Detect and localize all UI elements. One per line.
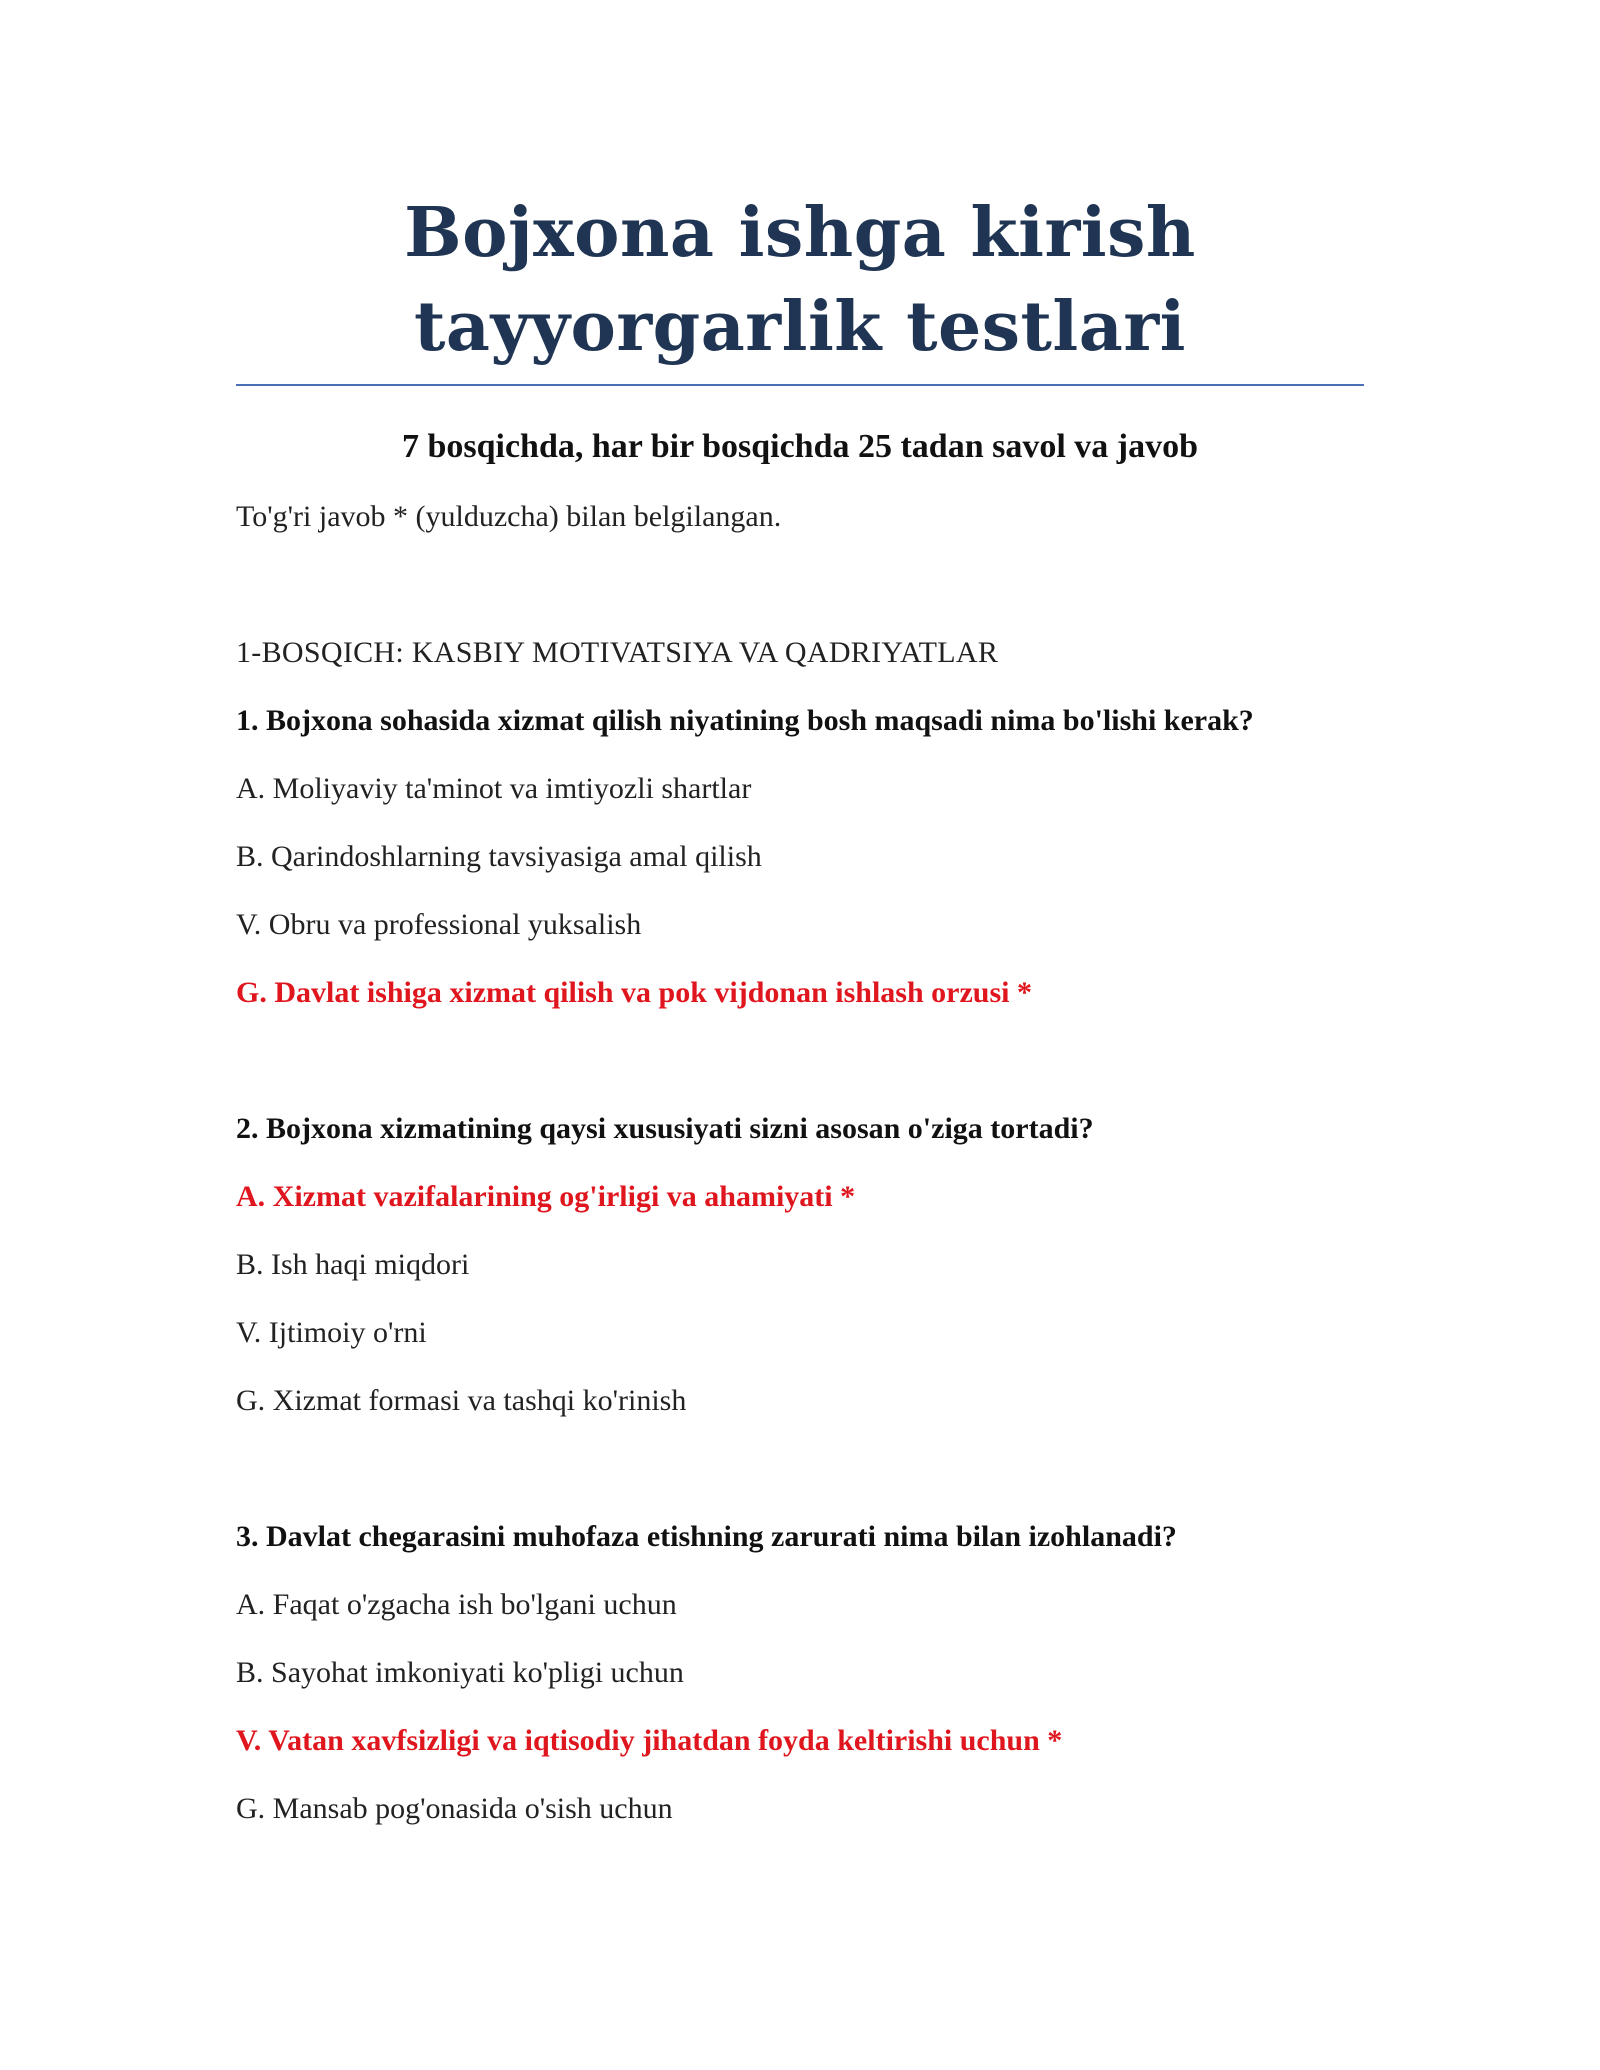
- question-3: 3. Davlat chegarasini muhofaza etishning zarurati nima bilan izohlanadi?: [236, 1520, 1177, 1553]
- question-2: 2. Bojxona xizmatining qaysi xususiyati sizni asosan o'ziga tortadi?: [236, 1112, 1094, 1145]
- document-subtitle: 7 bosqichda, har bir bosqichda 25 tadan savol va javob: [401, 428, 1199, 465]
- question-1: 1. Bojxona sohasida xizmat qilish niyatining bosh maqsadi nima bo'lishi kerak?: [236, 704, 1254, 737]
- question-2-option-v: V. Ijtimoiy o'rni: [236, 1316, 427, 1349]
- title-divider: [236, 384, 1364, 386]
- question-1-option-v: V. Obru va professional yuksalish: [236, 908, 642, 941]
- section-heading: 1-BOSQICH: KASBIY MOTIVATSIYA VA QADRIYATLAR: [236, 636, 999, 669]
- question-1-option-g-correct: G. Davlat ishiga xizmat qilish va pok vijdonan ishlash orzusi *: [236, 976, 1032, 1009]
- answer-key-note: To'g'ri javob * (yulduzcha) bilan belgilangan.: [236, 500, 782, 533]
- question-1-option-b: B. Qarindoshlarning tavsiyasiga amal qilish: [236, 840, 762, 873]
- question-2-option-g: G. Xizmat formasi va tashqi ko'rinish: [236, 1384, 687, 1417]
- question-3-option-b: B. Sayohat imkoniyati ko'pligi uchun: [236, 1656, 684, 1689]
- document-title: [236, 186, 1364, 374]
- question-1-option-a: A. Moliyaviy ta'minot va imtiyozli shartlar: [236, 772, 752, 805]
- question-3-option-a: A. Faqat o'zgacha ish bo'lgani uchun: [236, 1588, 677, 1621]
- title-line-1: Bojxona ishga kirish: [404, 193, 1196, 273]
- question-2-option-a-correct: A. Xizmat vazifalarining og'irligi va ahamiyati *: [236, 1180, 856, 1213]
- question-3-option-g: G. Mansab pog'onasida o'sish uchun: [236, 1792, 673, 1825]
- title-line-2: tayyorgarlik testlari: [414, 287, 1186, 367]
- question-2-option-b: B. Ish haqi miqdori: [236, 1248, 470, 1281]
- question-3-option-v-correct: V. Vatan xavfsizligi va iqtisodiy jihatdan foyda keltirishi uchun *: [236, 1724, 1063, 1757]
